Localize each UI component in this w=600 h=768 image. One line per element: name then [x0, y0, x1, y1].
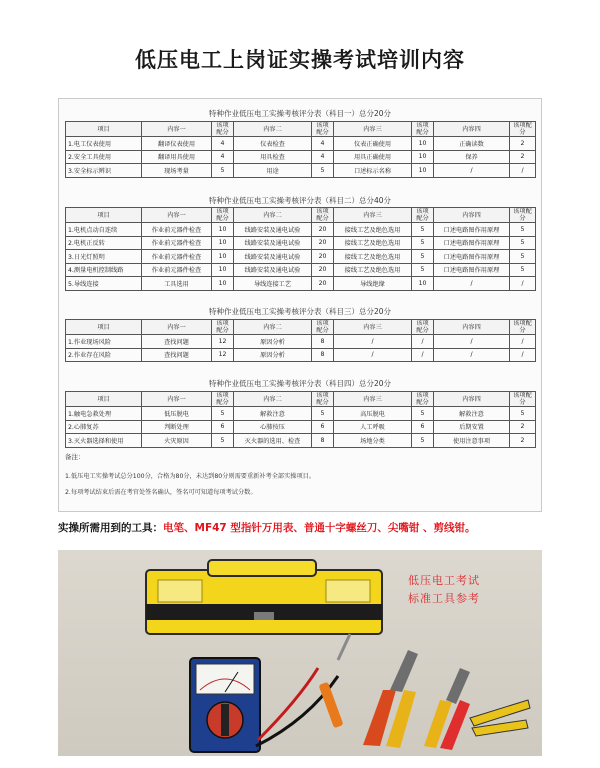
score-table-2 — [65, 207, 536, 291]
table-cell: 5.导线连接 — [66, 277, 142, 291]
table-cell: 2.作业存在风险 — [66, 348, 142, 362]
table-cell: 4.测量电机控制线路 — [66, 263, 142, 277]
table-cell: 2.心肺复苏 — [66, 420, 142, 434]
table-cell: 4 — [312, 137, 334, 151]
table-cell: / — [434, 164, 510, 178]
table-cell: / — [434, 348, 510, 362]
table-cell: 人工呼吸 — [334, 420, 412, 434]
score-sheet — [58, 98, 542, 512]
table-cell: / — [434, 277, 510, 291]
table-cell: 20 — [312, 277, 334, 291]
section-title-1: 特种作业低压电工实操考核评分表（科目一）总分20分 — [208, 109, 392, 118]
table-cell: 2.安全工具使用 — [66, 150, 142, 164]
table-cell: 翻译仪表使用 — [142, 137, 212, 151]
table-cell: 5 — [412, 407, 434, 421]
table-cell: 工具选用 — [142, 277, 212, 291]
table-cell: 接线工艺及绝色选用 — [334, 223, 412, 237]
table-cell: 5 — [412, 250, 434, 264]
table-cell: 仪表检查 — [234, 137, 312, 151]
table-cell: 8 — [312, 434, 334, 448]
header-cell: 该项配分 — [312, 392, 334, 407]
table-cell: 4 — [212, 150, 234, 164]
table-cell: 正确读数 — [434, 137, 510, 151]
table-row — [66, 137, 536, 151]
note-2: 2.每项考试结束后需在考官处签名确认，签名可可知道每项考试分数。 — [65, 489, 257, 496]
table-cell: 10 — [412, 150, 434, 164]
table-cell: 5 — [412, 263, 434, 277]
tools-line — [58, 520, 558, 535]
header-cell: 该项配分 — [212, 392, 234, 407]
table-header-row — [66, 208, 536, 223]
table-cell: 3.安全标示辨识 — [66, 164, 142, 178]
table-cell: 4 — [212, 137, 234, 151]
table-cell: 口述标示名称 — [334, 164, 412, 178]
header-cell: 该项配分 — [312, 320, 334, 335]
table-cell: 5 — [312, 407, 334, 421]
table-cell: 10 — [212, 250, 234, 264]
table-cell: 使用注意事项 — [434, 434, 510, 448]
table-row — [66, 420, 536, 434]
header-cell: 内容一 — [142, 208, 212, 223]
table-cell: 20 — [312, 250, 334, 264]
score-table-1 — [65, 121, 536, 178]
table-cell: 解救注意 — [434, 407, 510, 421]
table-cell: 2.电机正反转 — [66, 236, 142, 250]
table-cell: 10 — [412, 277, 434, 291]
header-cell: 该项配分 — [312, 122, 334, 137]
table-cell: 1.电机点动自连续 — [66, 223, 142, 237]
table-cell: 2 — [510, 420, 536, 434]
table-cell: 10 — [412, 164, 434, 178]
table-cell: 12 — [212, 335, 234, 349]
table-cell: 3.日光灯照明 — [66, 250, 142, 264]
table-cell: 5 — [510, 223, 536, 237]
header-cell: 该项配分 — [412, 122, 434, 137]
table-cell: 线路安装及通电试验 — [234, 250, 312, 264]
table-row — [66, 407, 536, 421]
table-cell: 5 — [510, 236, 536, 250]
table-cell: 1.作业现场风险 — [66, 335, 142, 349]
table-cell: 10 — [212, 263, 234, 277]
table-cell: 作业前元器件检查 — [142, 236, 212, 250]
table-cell: / — [412, 348, 434, 362]
table-cell: 4 — [312, 150, 334, 164]
table-cell: 5 — [510, 250, 536, 264]
table-cell: 解救注意 — [234, 407, 312, 421]
table-cell: 5 — [212, 434, 234, 448]
table-cell: / — [510, 335, 536, 349]
table-cell: 1.触电急救处理 — [66, 407, 142, 421]
table-cell: / — [334, 348, 412, 362]
header-cell: 该项配分 — [312, 208, 334, 223]
table-row — [66, 223, 536, 237]
table-cell: 6 — [412, 420, 434, 434]
table-cell: 线路安装及通电试验 — [234, 223, 312, 237]
table-cell: 用途 — [234, 164, 312, 178]
table-cell: 5 — [212, 407, 234, 421]
header-cell: 该项配分 — [510, 320, 536, 335]
table-cell: 10 — [212, 223, 234, 237]
header-cell: 内容三 — [334, 208, 412, 223]
tools-photo — [58, 550, 542, 756]
table-cell: 查找问题 — [142, 348, 212, 362]
table-cell: / — [510, 348, 536, 362]
score-table-4 — [65, 391, 536, 448]
table-cell: 导线绝缘 — [334, 277, 412, 291]
table-cell: 导线连接工艺 — [234, 277, 312, 291]
table-cell: / — [412, 335, 434, 349]
table-row — [66, 250, 536, 264]
header-cell: 该项配分 — [212, 208, 234, 223]
table-cell: 20 — [312, 236, 334, 250]
table-cell: 6 — [212, 420, 234, 434]
table-cell: 8 — [312, 335, 334, 349]
header-cell: 内容四 — [434, 392, 510, 407]
header-cell: 内容四 — [434, 122, 510, 137]
table-cell: 1.电工仪表使用 — [66, 137, 142, 151]
header-cell: 该项配分 — [412, 208, 434, 223]
header-cell: 项目 — [66, 208, 142, 223]
table-cell: 8 — [312, 348, 334, 362]
table-row — [66, 277, 536, 291]
header-cell: 该项配分 — [212, 122, 234, 137]
section-title-4: 特种作业低压电工实操考核评分表（科目四）总分20分 — [208, 379, 392, 388]
header-cell: 该项配分 — [212, 320, 234, 335]
table-cell: 用具检查 — [234, 150, 312, 164]
section-title-2: 特种作业低压电工实操考核评分表（科目二）总分40分 — [208, 196, 392, 205]
table-row — [66, 150, 536, 164]
table-cell: 20 — [312, 223, 334, 237]
table-header-row — [66, 392, 536, 407]
table-cell: 接线工艺及绝色选用 — [334, 250, 412, 264]
header-cell: 该项配分 — [510, 392, 536, 407]
header-cell: 该项配分 — [412, 320, 434, 335]
table-cell: 作业前元器件检查 — [142, 250, 212, 264]
photo-caption — [408, 572, 480, 608]
page-title: 低压电工上岗证实操考试培训内容 — [135, 48, 465, 72]
table-cell: 作业前元器件检查 — [142, 263, 212, 277]
table-cell: 作业前元器件检查 — [142, 223, 212, 237]
header-cell: 该项配分 — [510, 208, 536, 223]
table-cell: 10 — [412, 137, 434, 151]
table-cell: 原因分析 — [234, 335, 312, 349]
table-cell: 口述电路图作用原理 — [434, 250, 510, 264]
table-cell: 5 — [212, 164, 234, 178]
table-cell: 原因分析 — [234, 348, 312, 362]
table-cell: 现场考量 — [142, 164, 212, 178]
table-cell: 5 — [412, 236, 434, 250]
table-cell: 口述电路图作用原理 — [434, 223, 510, 237]
table-cell: 5 — [412, 434, 434, 448]
table-cell: 后期安置 — [434, 420, 510, 434]
table-row — [66, 263, 536, 277]
table-cell: 12 — [212, 348, 234, 362]
section-title-3: 特种作业低压电工实操考核评分表（科目三）总分20分 — [208, 307, 392, 316]
header-cell: 内容四 — [434, 320, 510, 335]
table-cell: 5 — [312, 164, 334, 178]
table-cell: 低压脱电 — [142, 407, 212, 421]
table-cell: 线路安装及通电试验 — [234, 236, 312, 250]
table-cell: / — [334, 335, 412, 349]
header-cell: 内容三 — [334, 320, 412, 335]
table-header-row — [66, 320, 536, 335]
table-cell: 场地分类 — [334, 434, 412, 448]
table-cell: 判断处理 — [142, 420, 212, 434]
header-cell: 内容二 — [234, 122, 312, 137]
photo-caption-line-1: 低压电工考试 — [408, 574, 480, 587]
table-cell: 查找问题 — [142, 335, 212, 349]
table-cell: 5 — [510, 263, 536, 277]
tools-list: 电笔、MF47 型指针万用表、普通十字螺丝刀、尖嘴钳 、剪线钳。 — [163, 522, 476, 534]
table-cell: 2 — [510, 150, 536, 164]
note-1: 1.低压电工实操考试总分100分，合格为80分，未达到80分则需要重新补考全部实操项目。 — [65, 473, 316, 480]
table-cell: / — [510, 277, 536, 291]
table-cell: 灭火器的选用、检查 — [234, 434, 312, 448]
header-cell: 内容一 — [142, 122, 212, 137]
table-cell: 线路安装及通电试验 — [234, 263, 312, 277]
header-cell: 内容二 — [234, 320, 312, 335]
multimeter-icon — [190, 658, 260, 752]
notes-title: 备注： — [65, 453, 85, 461]
score-table-3 — [65, 319, 536, 362]
header-cell: 内容三 — [334, 392, 412, 407]
toolbox-icon — [146, 560, 382, 634]
header-cell: 项目 — [66, 320, 142, 335]
table-cell: 口述电路图作用原理 — [434, 263, 510, 277]
table-cell: 接线工艺及绝色选用 — [334, 236, 412, 250]
table-cell: 仪表正确使用 — [334, 137, 412, 151]
table-cell: 10 — [212, 236, 234, 250]
header-cell: 内容一 — [142, 320, 212, 335]
table-cell: / — [434, 335, 510, 349]
table-cell: 接线工艺及绝色选用 — [334, 263, 412, 277]
table-cell: 保养 — [434, 150, 510, 164]
table-row — [66, 348, 536, 362]
table-header-row — [66, 122, 536, 137]
table-cell: 5 — [510, 407, 536, 421]
photo-caption-line-2: 标准工具参考 — [408, 592, 480, 605]
table-cell: 3.灭火器选择和使用 — [66, 434, 142, 448]
table-cell: 6 — [312, 420, 334, 434]
table-cell: 5 — [412, 223, 434, 237]
header-cell: 内容三 — [334, 122, 412, 137]
header-cell: 内容二 — [234, 208, 312, 223]
table-cell: 10 — [212, 277, 234, 291]
header-cell: 项目 — [66, 122, 142, 137]
table-cell: 翻译用具使用 — [142, 150, 212, 164]
table-row — [66, 335, 536, 349]
table-cell: 20 — [312, 263, 334, 277]
header-cell: 该项配分 — [412, 392, 434, 407]
header-cell: 该项配分 — [510, 122, 536, 137]
header-cell: 项目 — [66, 392, 142, 407]
tools-label: 实操所需用到的工具： — [58, 522, 163, 534]
table-row — [66, 164, 536, 178]
header-cell: 内容四 — [434, 208, 510, 223]
table-cell: / — [510, 164, 536, 178]
table-row — [66, 434, 536, 448]
table-cell: 口述电路图作用原理 — [434, 236, 510, 250]
table-cell: 火灾原因 — [142, 434, 212, 448]
table-row — [66, 236, 536, 250]
table-cell: 心肺按压 — [234, 420, 312, 434]
table-cell: 2 — [510, 137, 536, 151]
table-cell: 高压脱电 — [334, 407, 412, 421]
header-cell: 内容一 — [142, 392, 212, 407]
table-cell: 2 — [510, 434, 536, 448]
header-cell: 内容二 — [234, 392, 312, 407]
table-cell: 用具正确使用 — [334, 150, 412, 164]
